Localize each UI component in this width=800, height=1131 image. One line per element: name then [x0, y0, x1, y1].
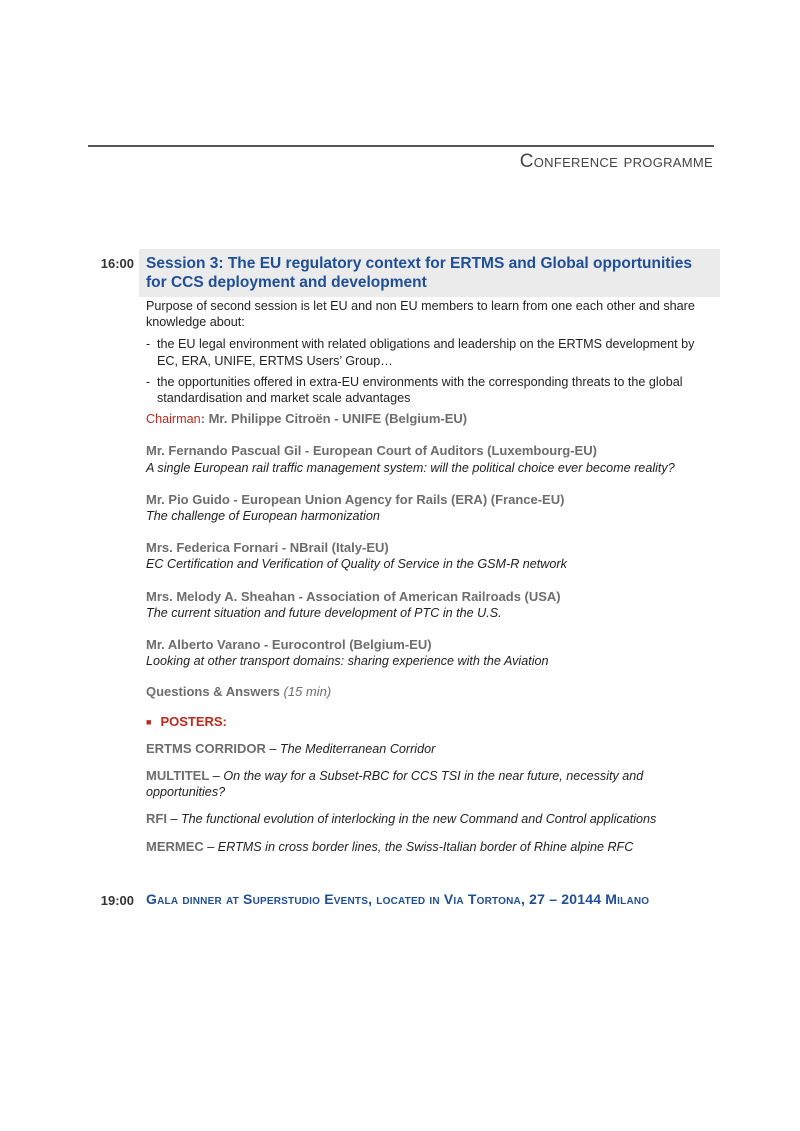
speaker-entry — [146, 443, 716, 475]
talk-title: The current situation and future development of PTC in the U.S. — [146, 605, 502, 620]
poster-separator: – — [209, 769, 224, 784]
speaker-name: Mr. Pio Guido - European Union Agency for Rails (ERA) (France-EU) — [146, 491, 565, 507]
page-header-title: Conference programme — [519, 151, 713, 172]
speaker-name: Mrs. Melody A. Sheahan - Association of American Railroads (USA) — [146, 588, 561, 604]
speaker-entry — [146, 540, 716, 572]
poster-item — [146, 741, 716, 757]
speaker-name: Mrs. Federica Fornari - NBrail (Italy-EU) — [146, 540, 389, 556]
poster-desc: The functional evolution of interlocking in the new Command and Control applications — [180, 812, 657, 827]
poster-item — [146, 811, 716, 827]
session-content — [146, 298, 716, 855]
talk-title: Looking at other transport domains: sharing experience with the Aviation — [146, 654, 549, 669]
gala-dinner-line: Gala dinner at Superstudio Events, located in Via Tortona, 27 – 20144 Milano — [146, 891, 650, 907]
poster-separator: – — [265, 741, 280, 756]
header-rule — [88, 145, 714, 147]
qa-line — [146, 684, 716, 700]
chairman-name: Mr. Philippe Citroën - UNIFE (Belgium-EU) — [208, 411, 468, 427]
poster-item — [146, 768, 716, 800]
talk-title: A single European rail traffic management system: will the political choice ever become reality? — [146, 460, 675, 475]
poster-item — [146, 839, 716, 855]
dash-marker: - — [146, 337, 151, 352]
poster-desc: The Mediterranean Corridor — [279, 741, 436, 756]
poster-separator: – — [203, 839, 218, 854]
gala-time: 19:00 — [100, 893, 134, 908]
dash-marker: - — [146, 374, 151, 389]
speaker-name: Mr. Fernando Pascual Gil - European Court of Auditors (Luxembourg-EU) — [146, 443, 597, 459]
topic-list — [146, 336, 716, 406]
speaker-entry — [146, 589, 716, 621]
topic-text: the opportunities offered in extra-EU environments with the corresponding threats to the global standardisation and market scale advantages — [157, 374, 683, 406]
speaker-name: Mr. Alberto Varano - Eurocontrol (Belgium-EU) — [146, 637, 432, 653]
square-bullet-icon: ■ — [146, 716, 152, 727]
poster-org: ERTMS CORRIDOR — [146, 740, 266, 756]
speaker-entry — [146, 637, 716, 669]
chairman-label: Chairman — [146, 412, 201, 427]
poster-org: RFI — [146, 811, 167, 827]
poster-desc: ERTMS in cross border lines, the Swiss-Italian border of Rhine alpine RFC — [217, 839, 634, 854]
talk-title: The challenge of European harmonization — [146, 509, 380, 524]
poster-desc: On the way for a Subset-RBC for CCS TSI in the near future, necessity and opportunities? — [146, 769, 644, 800]
poster-separator: – — [166, 812, 181, 827]
topic-text: the EU legal environment with related obligations and leadership on the ERTMS development by EC, ERA, UNIFE, ERTMS Users’ Group… — [157, 337, 695, 368]
talk-title: EC Certification and Verification of Quality of Service in the GSM-R network — [146, 557, 567, 572]
session-intro: Purpose of second session is let EU and non EU members to learn from one each other and share knowledge about: — [146, 299, 695, 330]
speaker-entry — [146, 492, 716, 524]
topic-item — [146, 336, 716, 368]
posters-heading — [146, 714, 716, 730]
chairman-line — [146, 411, 716, 427]
session-time: 16:00 — [100, 256, 134, 271]
poster-org: MERMEC — [146, 838, 204, 854]
session-title: Session 3: The EU regulatory context for ERTMS and Global opportunities for CCS deployment and development — [146, 255, 693, 291]
qa-label: Questions & Answers — [146, 684, 280, 700]
posters-heading-text: POSTERS: — [160, 713, 227, 729]
qa-duration: (15 min) — [283, 684, 332, 700]
poster-org: MULTITEL — [146, 768, 210, 784]
topic-item — [146, 374, 716, 406]
chairman-separator: : — [200, 411, 205, 427]
